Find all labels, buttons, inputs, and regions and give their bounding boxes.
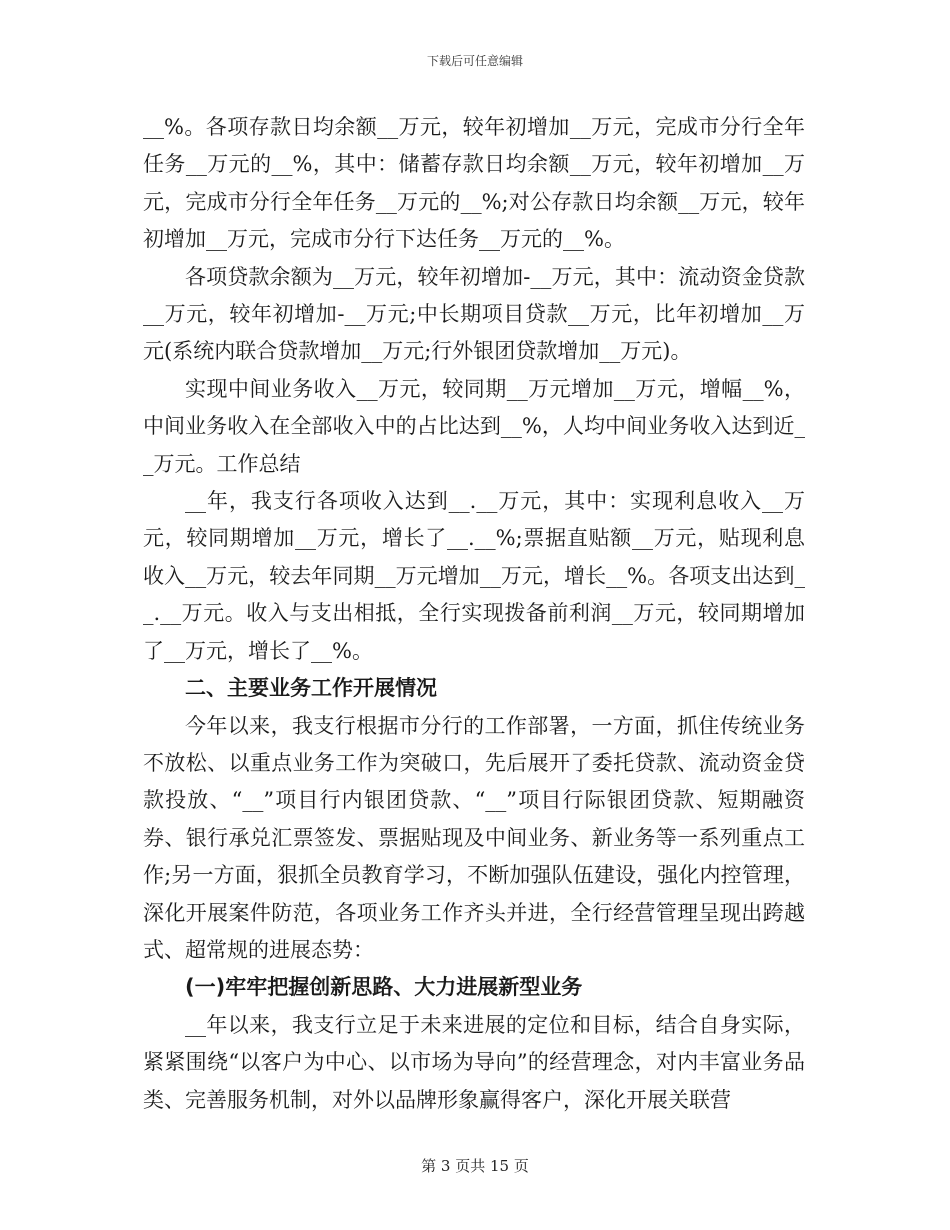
page-header: 下载后可任意编辑 — [426, 54, 523, 68]
page-footer: 第 3 页共 15 页 — [421, 1157, 529, 1175]
paragraph-deposits: __%。各项存款日均余额__万元，较年初增加__万元，完成市分行全年任务__万元的__%，其中：储蓄存款日均余额__万元，较年初增加__万元，完成市分行全年任务__万元的__%;对公存款日均余额__万元，较年初增加__万元，完成市分行下达任务__万元的__%。 — [143, 115, 805, 252]
subsection-heading-innovation: (一)牢牢把握创新思路、大力进展新型业务 — [185, 975, 583, 1000]
section-heading-main-business: 二、主要业务工作开展情况 — [185, 676, 437, 701]
paragraph-loans: 各项贷款余额为__万元，较年初增加-__万元，其中：流动资金贷款__万元，较年初增加-__万元;中长期项目贷款__万元，比年初增加__万元(系统内联合贷款增加__万元;行外银团贷款增加__万元)。 — [143, 264, 805, 364]
paragraph-income-summary: __年，我支行各项收入达到__.__万元，其中：实现利息收入__万元，较同期增加__万元，增长了__.__%;票据直贴额__万元，贴现利息收入__万元，较去年同期__万元增加__万元，增长__%。各项支出达到__.__万元。收入与支出相抵，全行实现拨备前利润__万元，较同期增加了__万元，增长了__%。 — [143, 489, 805, 663]
paragraph-intermediary-income: 实现中间业务收入__万元，较同期__万元增加__万元，增幅__%，中间业务收入在全部收入中的占比达到__%，人均中间业务收入达到近__万元。工作总结 — [143, 376, 805, 476]
paragraph-innovation: __年以来，我支行立足于未来进展的定位和目标，结合自身实际，紧紧围绕“以客户为中心、以市场为导向”的经营理念，对内丰富业务品类、完善服务机制，对外以品牌形象赢得客户，深化开展关联营 — [143, 1012, 805, 1112]
paragraph-work-overview: 今年以来，我支行根据市分行的工作部署，一方面，抓住传统业务不放松、以重点业务工作为突破口，先后展开了委托贷款、流动资金贷款投放、“__”项目行内银团贷款、“__”项目行际银团贷款、短期融资券、银行承兑汇票签发、票据贴现及中间业务、新业务等一系列重点工作;另一方面，狠抓全员教育学习，不断加强队伍建设，强化内控管理，深化开展案件防范，各项业务工作齐头并进，全行经营管理呈现出跨越式、超常规的进展态势： — [143, 713, 805, 962]
document-body — [143, 109, 805, 1119]
